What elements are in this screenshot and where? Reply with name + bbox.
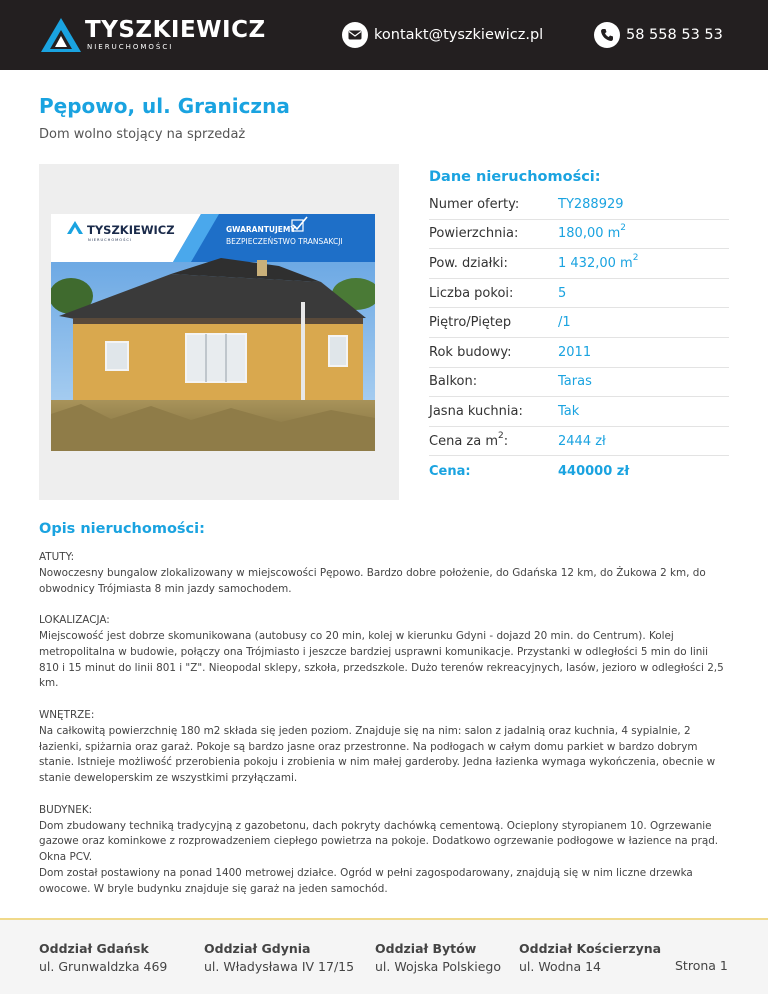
listing-title: Pępowo, ul. Graniczna — [39, 94, 290, 118]
phone-text: 58 558 53 53 — [626, 27, 723, 43]
detail-row-rooms — [429, 279, 729, 309]
detail-label: Numer oferty: — [429, 196, 520, 212]
branch-name: Oddział Bytów — [375, 941, 477, 956]
property-photo[interactable] — [51, 214, 375, 451]
detail-value: TY288929 — [558, 196, 624, 212]
details-table — [429, 190, 729, 486]
logo-subtitle: NIERUCHOMOŚCI — [87, 43, 174, 51]
detail-value: 180,00 $m^2$ — [558, 223, 627, 242]
detail-value: 2011 — [558, 344, 592, 360]
section-text: Miejscowość jest dobrze skomunikowana (autobusy co 20 min, kolej w kierunku Gdyni - dojazd 20 min. do Centrum). Kolej metropolitalna w budowie, połączy ona Trójmiasto i jeszcze bardziej usprawni komunikacje. Przystanki w odległości 5 min do linii 810 i 15 minut do linii 801 i "Z". Nieopodal sklepy, szkoła, przedszkole. Dużo terenów rekreacyjnych, lasów, jezioro w odległości 2,5 km. — [39, 629, 724, 690]
detail-label: Jasna kuchnia: — [429, 403, 523, 419]
detail-row-bright-kitchen — [429, 397, 729, 427]
section-heading: ATUTY: — [39, 551, 75, 563]
branch-name: Oddział Gdańsk — [39, 941, 149, 956]
section-heading: LOKALIZACJA: — [39, 614, 110, 627]
description-section-atuty — [39, 550, 731, 597]
banner-brand: TYSZKIEWICZ — [87, 223, 175, 237]
logo-name: TYSZKIEWICZ — [85, 17, 266, 43]
detail-row-floor — [429, 308, 729, 338]
description-section-location — [39, 613, 731, 692]
detail-row-plot-area — [429, 249, 729, 279]
email-text: kontakt@tyszkiewicz.pl — [374, 27, 544, 43]
detail-row-area — [429, 220, 729, 250]
detail-label: Cena: — [429, 463, 471, 479]
page-number: Strona 1 — [675, 958, 728, 973]
detail-label: Balkon: — [429, 374, 478, 390]
detail-value: Taras — [558, 374, 592, 390]
description-section-building — [39, 803, 731, 898]
details-heading: Dane nieruchomości: — [429, 169, 601, 185]
section-text: Dom został postawiony na ponad 1400 metrowej działce. Ogród w pełni zagospodarowany, znajdują się w nim liczne drzewka owocowe. W bryle budynku znajduje się garaż na jeden samochód. — [39, 866, 693, 895]
detail-label: Powierzchnia: — [429, 226, 519, 242]
logo-triangle-icon — [39, 16, 83, 54]
description-section-interior — [39, 708, 731, 787]
detail-value: 5 — [558, 285, 567, 301]
section-text: Na całkowitą powierzchnię 180 m2 składa się jeden poziom. Znajduje się na nim: salon z jadalnią oraz kuchnia, 4 sypialnie, 2 łazienki, spiżarnia oraz garaż. Pokoje są bardzo jasne oraz przestronne. Na podłogach w całym domu parkiet w bardzo dobrym stanie. Istnieje możliwość przerobienia pokoju i zrobienia w nim małej garderoby. Jedna łazienka wymaga wykończenia, obecnie w stanie deweloperskim ze wszystkimi przyłączami. — [39, 724, 716, 785]
detail-row-price — [429, 456, 729, 486]
detail-value: /1 — [558, 315, 571, 331]
section-heading: WNĘTRZE: — [39, 708, 95, 721]
detail-value: 1 432,00 $m^2$ — [558, 252, 639, 271]
branch-name: Oddział Gdynia — [204, 941, 311, 956]
detail-row-offer-number — [429, 190, 729, 220]
branch-gdynia — [204, 940, 354, 976]
banner-line-2: BEZPIECZEŃSTWO TRANSAKCJI — [226, 237, 343, 246]
detail-label: Piętro/Piętер — [429, 315, 512, 331]
detail-row-year-built — [429, 338, 729, 368]
section-text: Nowoczesny bungalow zlokalizowany w miejscowości Pępowo. Bardzo dobre położenie, do Gdańska 12 km, do Żukowa 2 km, do obwodnicy Trójmiasta 8 min jazdy samochodem. — [39, 566, 706, 595]
email-contact[interactable] — [342, 22, 543, 48]
detail-label: Cena za $m^2$: — [429, 430, 509, 449]
detail-value: Tak — [558, 403, 580, 419]
detail-row-balcony — [429, 368, 729, 398]
banner-line-1: GWARANTUJEMY — [226, 225, 296, 234]
header-bar — [0, 0, 768, 70]
section-heading: BUDYNEK: — [39, 803, 93, 816]
detail-row-price-per-m2 — [429, 427, 729, 457]
listing-subtitle: Dom wolno stojący na sprzedaż — [39, 127, 246, 142]
branch-address: ul. Grunwaldzka 469 — [39, 959, 168, 974]
branch-address: ul. Władysława IV 17/15 — [204, 959, 355, 974]
detail-value: 2444 zł — [558, 433, 606, 449]
branch-bytow — [375, 940, 501, 976]
detail-label: Pow. działki: — [429, 255, 508, 271]
detail-value: 440000 zł — [558, 463, 630, 479]
branch-gdansk — [39, 940, 167, 976]
detail-label: Rok budowy: — [429, 344, 512, 360]
description-heading: Opis nieruchomości: — [39, 521, 205, 537]
phone-icon — [594, 22, 620, 48]
branch-address: ul. Wodna 14 — [519, 959, 602, 974]
phone-contact[interactable] — [594, 22, 723, 48]
company-logo[interactable] — [39, 14, 269, 56]
banner-brand-sub: NIERUCHOMOŚCI — [88, 238, 132, 242]
branch-address: ul. Wojska Polskiego — [375, 959, 501, 974]
section-text: Dom zbudowany techniką tradycyjną z gazobetonu, dach pokryty dachówką cementową. Ocieplony styropianem 10. Ogrzewanie gazowe oraz kominkowe z rozprowadzeniem ciepłego powietrza na pokoje. Dodatkowo ogrzewanie podłogowe w łazience na prąd. Okna PCV. — [39, 819, 719, 864]
detail-label: Liczba pokoi: — [429, 285, 514, 301]
envelope-icon — [342, 22, 368, 48]
footer — [0, 918, 768, 994]
branch-name: Oddział Kościerzyna — [519, 941, 662, 956]
description-body — [39, 550, 731, 898]
branch-koscierzyna — [519, 940, 661, 976]
property-photo-frame — [39, 164, 399, 500]
